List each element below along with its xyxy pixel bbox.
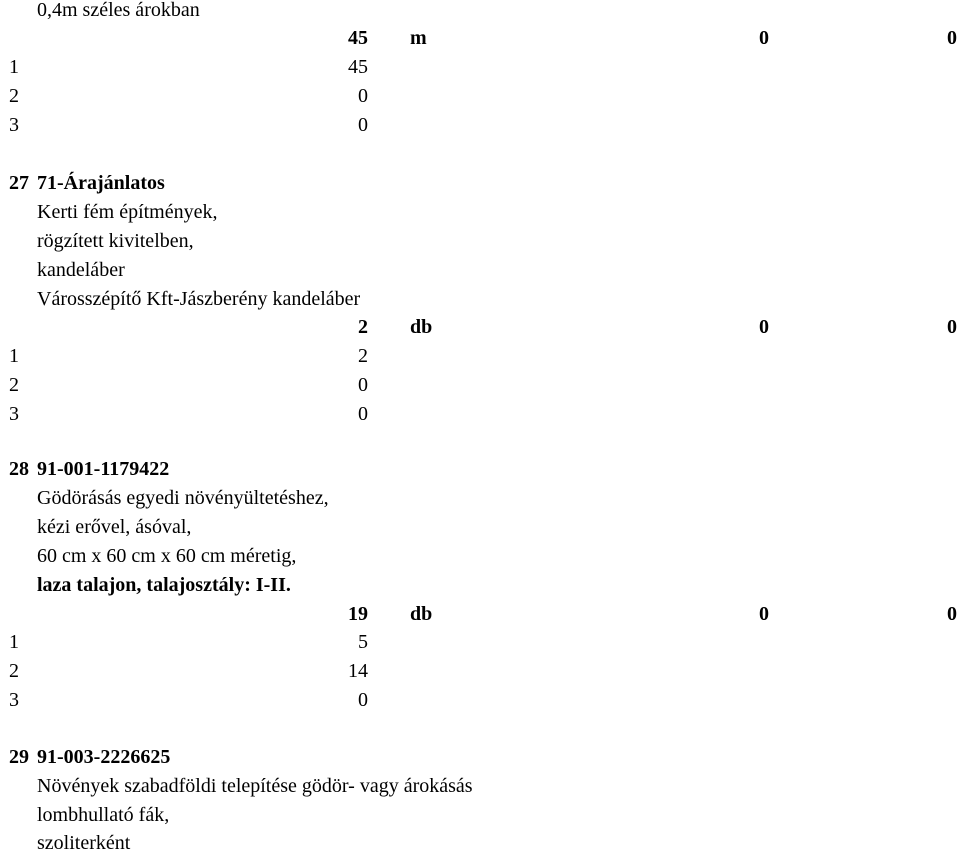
description-text: szoliterként: [37, 832, 131, 854]
unit-price-value: 0: [759, 316, 769, 338]
split-id: 3: [9, 114, 19, 136]
item-description-line: [0, 772, 960, 800]
item-description-line: [0, 484, 960, 512]
item-description-line: [0, 285, 960, 313]
description-text-bold: laza talajon, talajosztály: I-II.: [37, 574, 291, 596]
split-value: 5: [358, 631, 368, 653]
item-description-line: [0, 571, 960, 599]
description-text: Kerti fém építmények,: [37, 201, 218, 223]
item-number: 28: [9, 458, 29, 480]
description-text: kandeláber: [37, 259, 125, 281]
quantity-value: 19: [348, 603, 368, 625]
item-description-line: [0, 513, 960, 541]
total-value: 0: [947, 603, 957, 625]
split-id: 2: [9, 374, 19, 396]
item-description-line: [0, 801, 960, 829]
item-number: 29: [9, 746, 29, 768]
split-value: 0: [358, 374, 368, 396]
quantity-value: 2: [358, 316, 368, 338]
split-value: 0: [358, 114, 368, 136]
split-row: [0, 371, 960, 399]
description-text: 0,4m széles árokban: [37, 0, 200, 21]
item-description-line: [0, 227, 960, 255]
split-row: [0, 686, 960, 714]
item-code: 91-001-1179422: [37, 458, 170, 480]
item-header-row: [0, 169, 960, 197]
item-number: 27: [9, 172, 29, 194]
split-row: [0, 111, 960, 139]
unit-price-value: 0: [759, 603, 769, 625]
description-text: Gödörásás egyedi növényültetéshez,: [37, 487, 329, 509]
split-id: 1: [9, 345, 19, 367]
description-text: rögzített kivitelben,: [37, 230, 194, 252]
description-text: Növények szabadföldi telepítése gödör- vagy árokásás: [37, 775, 473, 797]
split-id: 2: [9, 660, 19, 682]
split-id: 1: [9, 56, 19, 78]
item-code: 71-Árajánlatos: [37, 172, 165, 194]
item-header-row: [0, 455, 960, 483]
item-quantity-row: [0, 24, 960, 52]
split-row: [0, 82, 960, 110]
description-text: kézi erővel, ásóval,: [37, 516, 192, 538]
item-description-line: [0, 256, 960, 284]
split-value: 0: [358, 403, 368, 425]
split-value: 14: [348, 660, 368, 682]
description-text: lombhullató fák,: [37, 804, 170, 826]
split-value: 45: [348, 56, 368, 78]
split-value: 0: [358, 85, 368, 107]
quantity-value: 45: [348, 27, 368, 49]
split-row: [0, 657, 960, 685]
split-row: [0, 53, 960, 81]
description-text: Városszépítő Kft-Jászberény kandeláber: [37, 288, 361, 310]
item-description-line: [0, 542, 960, 570]
item-quantity-row: [0, 313, 960, 341]
split-value: 0: [358, 689, 368, 711]
unit-value: db: [410, 316, 433, 338]
total-value: 0: [947, 316, 957, 338]
item-code: 91-003-2226625: [37, 746, 171, 768]
item-description-line: [0, 829, 960, 857]
item-description-line: [0, 198, 960, 226]
split-row: [0, 400, 960, 428]
unit-price-value: 0: [759, 27, 769, 49]
item-quantity-row: [0, 600, 960, 628]
split-id: 3: [9, 689, 19, 711]
split-id: 2: [9, 85, 19, 107]
split-row: [0, 342, 960, 370]
unit-value: db: [410, 603, 433, 625]
item-description-line: [0, 0, 960, 24]
total-value: 0: [947, 27, 957, 49]
split-value: 2: [358, 345, 368, 367]
split-row: [0, 628, 960, 656]
item-header-row: [0, 743, 960, 771]
split-id: 1: [9, 631, 19, 653]
split-id: 3: [9, 403, 19, 425]
description-text: 60 cm x 60 cm x 60 cm méretig,: [37, 545, 297, 567]
unit-value: m: [410, 27, 427, 49]
